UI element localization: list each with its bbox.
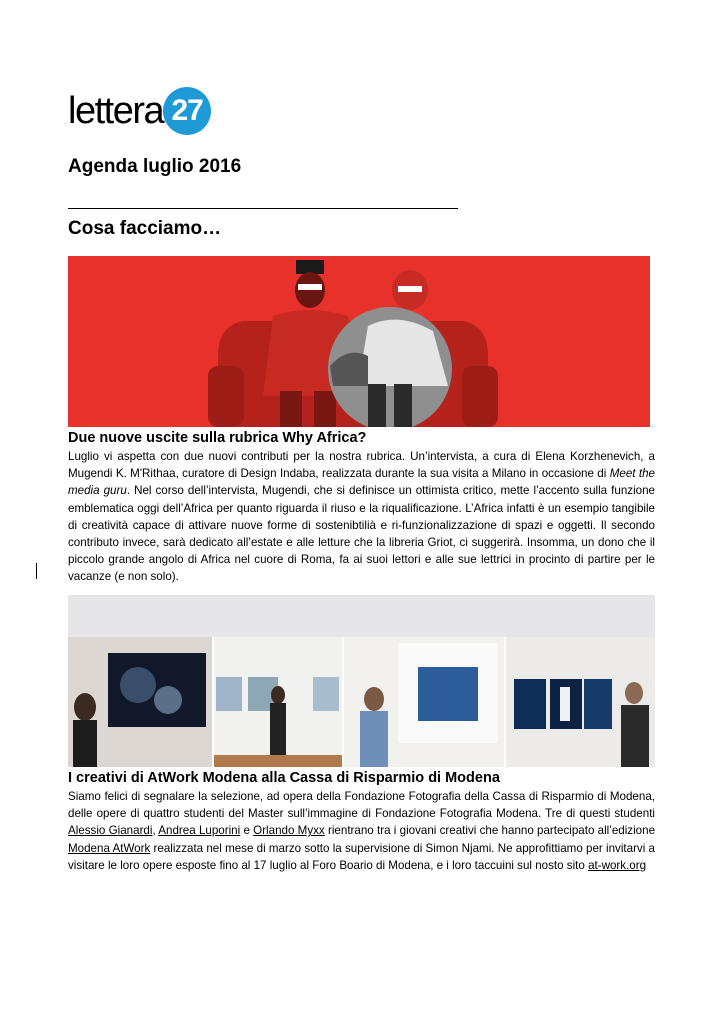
article2-text-5: realizzata nel mese di marzo sotto la supervisione di Simon Njami. Ne approfittiamo per invitarvi a visitare le loro opere esposte fino al 17 luglio al Foro Boario di Modena, e i loro taccuini sul nosto sito xyxy=(68,841,655,872)
logo-number-badge: 27 xyxy=(163,87,211,135)
article2-text-2: , xyxy=(152,824,159,838)
article2-body xyxy=(68,788,655,874)
link-andrea-luporini[interactable]: Andrea Luporini xyxy=(158,824,241,838)
article1-heading: Due nuove uscite sulla rubrica Why Africa? xyxy=(68,430,367,446)
link-orlando-myxx[interactable]: Orlando Myxx xyxy=(253,824,325,838)
agenda-title: Agenda luglio 2016 xyxy=(68,156,242,177)
article2-text-3: e xyxy=(240,824,254,838)
link-at-work-org[interactable]: at-work.org xyxy=(588,858,647,872)
article2-heading: I creativi di AtWork Modena alla Cassa di Risparmio di Modena xyxy=(68,770,500,786)
article1-italic-title: Meet the media guru xyxy=(68,467,655,498)
article1-text-2: . Nel corso dell’intervista, Mugendi, che si definisce un ottimista critico, mette l’accento sulla funzione emblematica oggi dell’Africa per quanto riguarda il riuso e la riqualificazione. L’Africa infatti è un esempio tangibile di creatività capace di attivare nuove forme di sostenibtilià e ri-funzionalizzazione di spazi e oggetti. Il secondo contributo invece, sarà dedicato all’estate e alle letture che la libreria Griot, ci suggerirà. Insomma, un dono che il piccolo grande angolo di Africa nel cuore di Roma, fa ai suoi lettori e alle sue lettrici in procinto di partire per le vacanze (e non solo). xyxy=(68,484,655,584)
link-modena-atwork[interactable]: Modena AtWork xyxy=(68,841,151,855)
divider-line xyxy=(68,208,458,209)
text-cursor xyxy=(36,563,37,579)
article2-text-4: rientrano tra i giovani creativi che hanno partecipato all’edizione xyxy=(324,824,656,838)
why-africa-image xyxy=(68,256,650,427)
logo-word: lettera xyxy=(68,90,164,132)
link-alessio-gianardi[interactable]: Alessio Gianardi xyxy=(68,824,153,838)
atwork-photo-strip xyxy=(68,595,655,767)
article1-body xyxy=(68,448,655,586)
section-title: Cosa facciamo… xyxy=(68,218,222,239)
lettera27-logo xyxy=(68,84,211,138)
article1-text-1: Luglio vi aspetta con due nuovi contributi per la nostra rubrica. Un’intervista, a cura di Elena Korzhenevich, a Mugendi K. M'Rithaa, curatore di Design Indaba, realizzata durante la sua visita a Milano in occasione di xyxy=(68,450,655,481)
article2-text-1: Siamo felici di segnalare la selezione, ad opera della Fondazione Fotografia della Cassa di Risparmio di Modena, delle opere di quattro studenti del Master sull’immagine di Fondazione Fotografia Modena. Tre di questi studenti xyxy=(68,790,655,821)
